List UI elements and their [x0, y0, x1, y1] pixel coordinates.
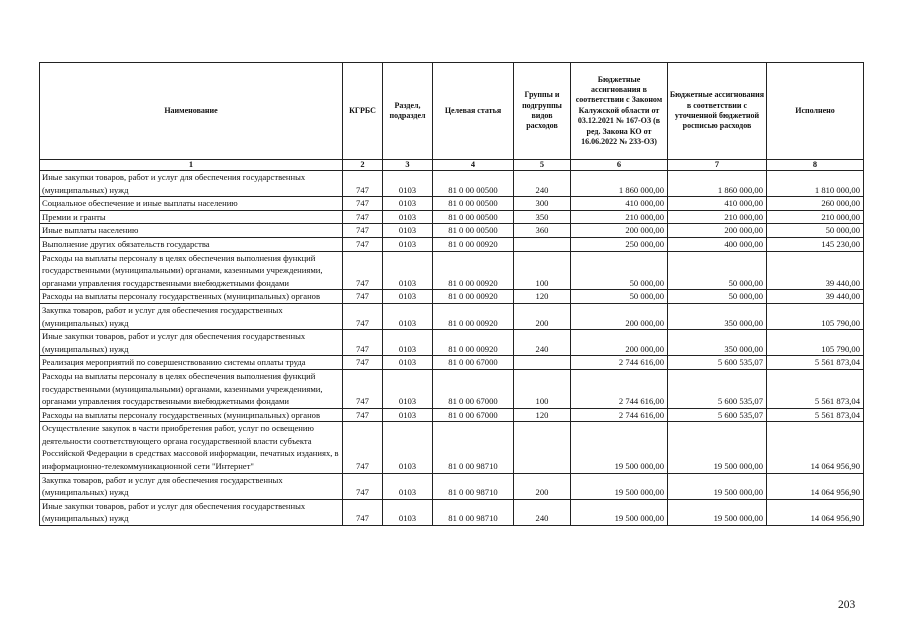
- row-name: Социальное обеспечение и иные выплаты населению: [40, 197, 343, 211]
- header-name: Наименование: [40, 63, 343, 160]
- row-budget-refined: 50 000,00: [668, 290, 767, 304]
- row-budget-initial: 250 000,00: [571, 237, 668, 251]
- row-executed: 50 000,00: [767, 224, 864, 238]
- row-executed: 5 561 873,04: [767, 356, 864, 370]
- row-budget-initial: 2 744 616,00: [571, 408, 668, 422]
- row-budget-initial: 200 000,00: [571, 330, 668, 356]
- row-section: 0103: [383, 171, 433, 197]
- row-name: Осуществление закупок в части приобретения работ, услуг по освещению деятельности соответствующего органа государственной власти субъекта Российской Федерации в средствах массовой информации, печатных изданиях, в информационно-телекоммуникационной сети "Интернет": [40, 422, 343, 473]
- row-executed: 39 440,00: [767, 251, 864, 290]
- row-section: 0103: [383, 369, 433, 408]
- table-row: [40, 369, 864, 408]
- row-section: 0103: [383, 356, 433, 370]
- row-target-article: 81 0 00 98710: [433, 473, 514, 499]
- row-budget-refined: 210 000,00: [668, 210, 767, 224]
- row-executed: 14 064 956,90: [767, 499, 864, 525]
- budget-table-container: [39, 62, 863, 526]
- row-section: 0103: [383, 330, 433, 356]
- row-section: 0103: [383, 251, 433, 290]
- row-kgrbs: 747: [343, 356, 383, 370]
- row-name: Иные закупки товаров, работ и услуг для обеспечения государственных (муниципальных) нужд: [40, 171, 343, 197]
- row-section: 0103: [383, 224, 433, 238]
- row-expense-group: [514, 422, 571, 473]
- row-budget-initial: 19 500 000,00: [571, 473, 668, 499]
- row-expense-group: [514, 237, 571, 251]
- row-name: Расходы на выплаты персоналу государственных (муниципальных) органов: [40, 408, 343, 422]
- row-budget-initial: 410 000,00: [571, 197, 668, 211]
- header-budget-initial: Бюджетные ассигнования в соответствии с Законом Калужской области от 03.12.2021 № 167-ОЗ (в ред. Закона КО от 16.06.2022 № 233-ОЗ): [571, 63, 668, 160]
- table-row: [40, 356, 864, 370]
- row-name: Иные закупки товаров, работ и услуг для обеспечения государственных (муниципальных) нужд: [40, 330, 343, 356]
- table-row: [40, 171, 864, 197]
- table-header-row: [40, 63, 864, 160]
- table-row: [40, 251, 864, 290]
- row-kgrbs: 747: [343, 422, 383, 473]
- row-budget-refined: 1 860 000,00: [668, 171, 767, 197]
- column-number: 2: [343, 160, 383, 171]
- table-row: [40, 197, 864, 211]
- row-budget-initial: 19 500 000,00: [571, 422, 668, 473]
- column-number: 8: [767, 160, 864, 171]
- row-name: Закупка товаров, работ и услуг для обеспечения государственных (муниципальных) нужд: [40, 303, 343, 329]
- row-expense-group: 360: [514, 224, 571, 238]
- row-section: 0103: [383, 237, 433, 251]
- row-section: 0103: [383, 473, 433, 499]
- row-budget-refined: 50 000,00: [668, 251, 767, 290]
- row-executed: 260 000,00: [767, 197, 864, 211]
- table-row: [40, 210, 864, 224]
- row-target-article: 81 0 00 98710: [433, 499, 514, 525]
- row-name: Расходы на выплаты персоналу в целях обеспечения выполнения функций государственными (муниципальными) органами, казенными учреждениями, органами управления государственными внебюджетными фондами: [40, 369, 343, 408]
- column-number: 1: [40, 160, 343, 171]
- row-expense-group: 200: [514, 473, 571, 499]
- row-executed: 105 790,00: [767, 330, 864, 356]
- row-kgrbs: 747: [343, 408, 383, 422]
- row-executed: 1 810 000,00: [767, 171, 864, 197]
- row-section: 0103: [383, 422, 433, 473]
- row-budget-initial: 19 500 000,00: [571, 499, 668, 525]
- row-target-article: 81 0 00 00500: [433, 210, 514, 224]
- row-section: 0103: [383, 290, 433, 304]
- row-budget-initial: 2 744 616,00: [571, 369, 668, 408]
- row-executed: 14 064 956,90: [767, 473, 864, 499]
- row-executed: 39 440,00: [767, 290, 864, 304]
- row-budget-refined: 200 000,00: [668, 224, 767, 238]
- row-section: 0103: [383, 303, 433, 329]
- row-kgrbs: 747: [343, 171, 383, 197]
- row-target-article: 81 0 00 67000: [433, 356, 514, 370]
- row-expense-group: 120: [514, 290, 571, 304]
- row-section: 0103: [383, 408, 433, 422]
- row-target-article: 81 0 00 67000: [433, 408, 514, 422]
- row-budget-initial: 210 000,00: [571, 210, 668, 224]
- header-groups: Группы и подгруппы видов расходов: [514, 63, 571, 160]
- row-name: Реализация мероприятий по совершенствованию системы оплаты труда: [40, 356, 343, 370]
- row-target-article: 81 0 00 67000: [433, 369, 514, 408]
- table-row: [40, 422, 864, 473]
- row-budget-initial: 200 000,00: [571, 224, 668, 238]
- row-target-article: 81 0 00 00920: [433, 330, 514, 356]
- table-row: [40, 303, 864, 329]
- row-kgrbs: 747: [343, 473, 383, 499]
- row-kgrbs: 747: [343, 224, 383, 238]
- row-budget-refined: 5 600 535,07: [668, 356, 767, 370]
- column-number-row: [40, 160, 864, 171]
- row-budget-initial: 50 000,00: [571, 251, 668, 290]
- row-executed: 14 064 956,90: [767, 422, 864, 473]
- header-section: Раздел, подраздел: [383, 63, 433, 160]
- table-row: [40, 237, 864, 251]
- table-row: [40, 290, 864, 304]
- row-section: 0103: [383, 210, 433, 224]
- row-name: Закупка товаров, работ и услуг для обеспечения государственных (муниципальных) нужд: [40, 473, 343, 499]
- row-kgrbs: 747: [343, 197, 383, 211]
- row-kgrbs: 747: [343, 330, 383, 356]
- row-name: Выполнение других обязательств государства: [40, 237, 343, 251]
- header-executed: Исполнено: [767, 63, 864, 160]
- row-target-article: 81 0 00 00920: [433, 290, 514, 304]
- row-target-article: 81 0 00 98710: [433, 422, 514, 473]
- row-expense-group: 240: [514, 171, 571, 197]
- row-expense-group: 100: [514, 251, 571, 290]
- row-kgrbs: 747: [343, 290, 383, 304]
- row-kgrbs: 747: [343, 303, 383, 329]
- table-row: [40, 224, 864, 238]
- row-name: Премии и гранты: [40, 210, 343, 224]
- row-section: 0103: [383, 499, 433, 525]
- column-number: 4: [433, 160, 514, 171]
- row-executed: 145 230,00: [767, 237, 864, 251]
- row-expense-group: [514, 356, 571, 370]
- row-budget-refined: 19 500 000,00: [668, 422, 767, 473]
- row-budget-initial: 50 000,00: [571, 290, 668, 304]
- row-budget-refined: 400 000,00: [668, 237, 767, 251]
- row-name: Иные выплаты населению: [40, 224, 343, 238]
- column-number: 7: [668, 160, 767, 171]
- row-target-article: 81 0 00 00920: [433, 251, 514, 290]
- row-kgrbs: 747: [343, 210, 383, 224]
- page-number: 203: [838, 599, 856, 611]
- row-budget-refined: 5 600 535,07: [668, 369, 767, 408]
- row-expense-group: 350: [514, 210, 571, 224]
- header-budget-refined: Бюджетные ассигнования в соответствии с уточненной бюджетной росписью расходов: [668, 63, 767, 160]
- budget-execution-table: [39, 62, 864, 526]
- row-target-article: 81 0 00 00500: [433, 224, 514, 238]
- row-budget-refined: 19 500 000,00: [668, 499, 767, 525]
- row-target-article: 81 0 00 00500: [433, 171, 514, 197]
- table-row: [40, 408, 864, 422]
- column-number: 6: [571, 160, 668, 171]
- row-executed: 5 561 873,04: [767, 369, 864, 408]
- row-budget-refined: 350 000,00: [668, 330, 767, 356]
- row-kgrbs: 747: [343, 251, 383, 290]
- row-budget-initial: 1 860 000,00: [571, 171, 668, 197]
- row-expense-group: 100: [514, 369, 571, 408]
- row-executed: 5 561 873,04: [767, 408, 864, 422]
- column-number: 5: [514, 160, 571, 171]
- row-expense-group: 240: [514, 330, 571, 356]
- row-kgrbs: 747: [343, 499, 383, 525]
- row-budget-initial: 2 744 616,00: [571, 356, 668, 370]
- table-row: [40, 499, 864, 525]
- column-number: 3: [383, 160, 433, 171]
- row-target-article: 81 0 00 00920: [433, 237, 514, 251]
- row-name: Иные закупки товаров, работ и услуг для обеспечения государственных (муниципальных) нужд: [40, 499, 343, 525]
- row-budget-refined: 350 000,00: [668, 303, 767, 329]
- row-expense-group: 300: [514, 197, 571, 211]
- row-budget-initial: 200 000,00: [571, 303, 668, 329]
- header-kgrbs: КГРБС: [343, 63, 383, 160]
- row-kgrbs: 747: [343, 369, 383, 408]
- row-target-article: 81 0 00 00920: [433, 303, 514, 329]
- table-row: [40, 330, 864, 356]
- row-target-article: 81 0 00 00500: [433, 197, 514, 211]
- row-budget-refined: 19 500 000,00: [668, 473, 767, 499]
- row-section: 0103: [383, 197, 433, 211]
- row-expense-group: 120: [514, 408, 571, 422]
- row-executed: 210 000,00: [767, 210, 864, 224]
- row-expense-group: 200: [514, 303, 571, 329]
- row-kgrbs: 747: [343, 237, 383, 251]
- row-expense-group: 240: [514, 499, 571, 525]
- row-executed: 105 790,00: [767, 303, 864, 329]
- row-name: Расходы на выплаты персоналу государственных (муниципальных) органов: [40, 290, 343, 304]
- row-budget-refined: 5 600 535,07: [668, 408, 767, 422]
- row-budget-refined: 410 000,00: [668, 197, 767, 211]
- row-name: Расходы на выплаты персоналу в целях обеспечения выполнения функций государственными (муниципальными) органами, казенными учреждениями, органами управления государственными внебюджетными фондами: [40, 251, 343, 290]
- header-target: Целевая статья: [433, 63, 514, 160]
- table-row: [40, 473, 864, 499]
